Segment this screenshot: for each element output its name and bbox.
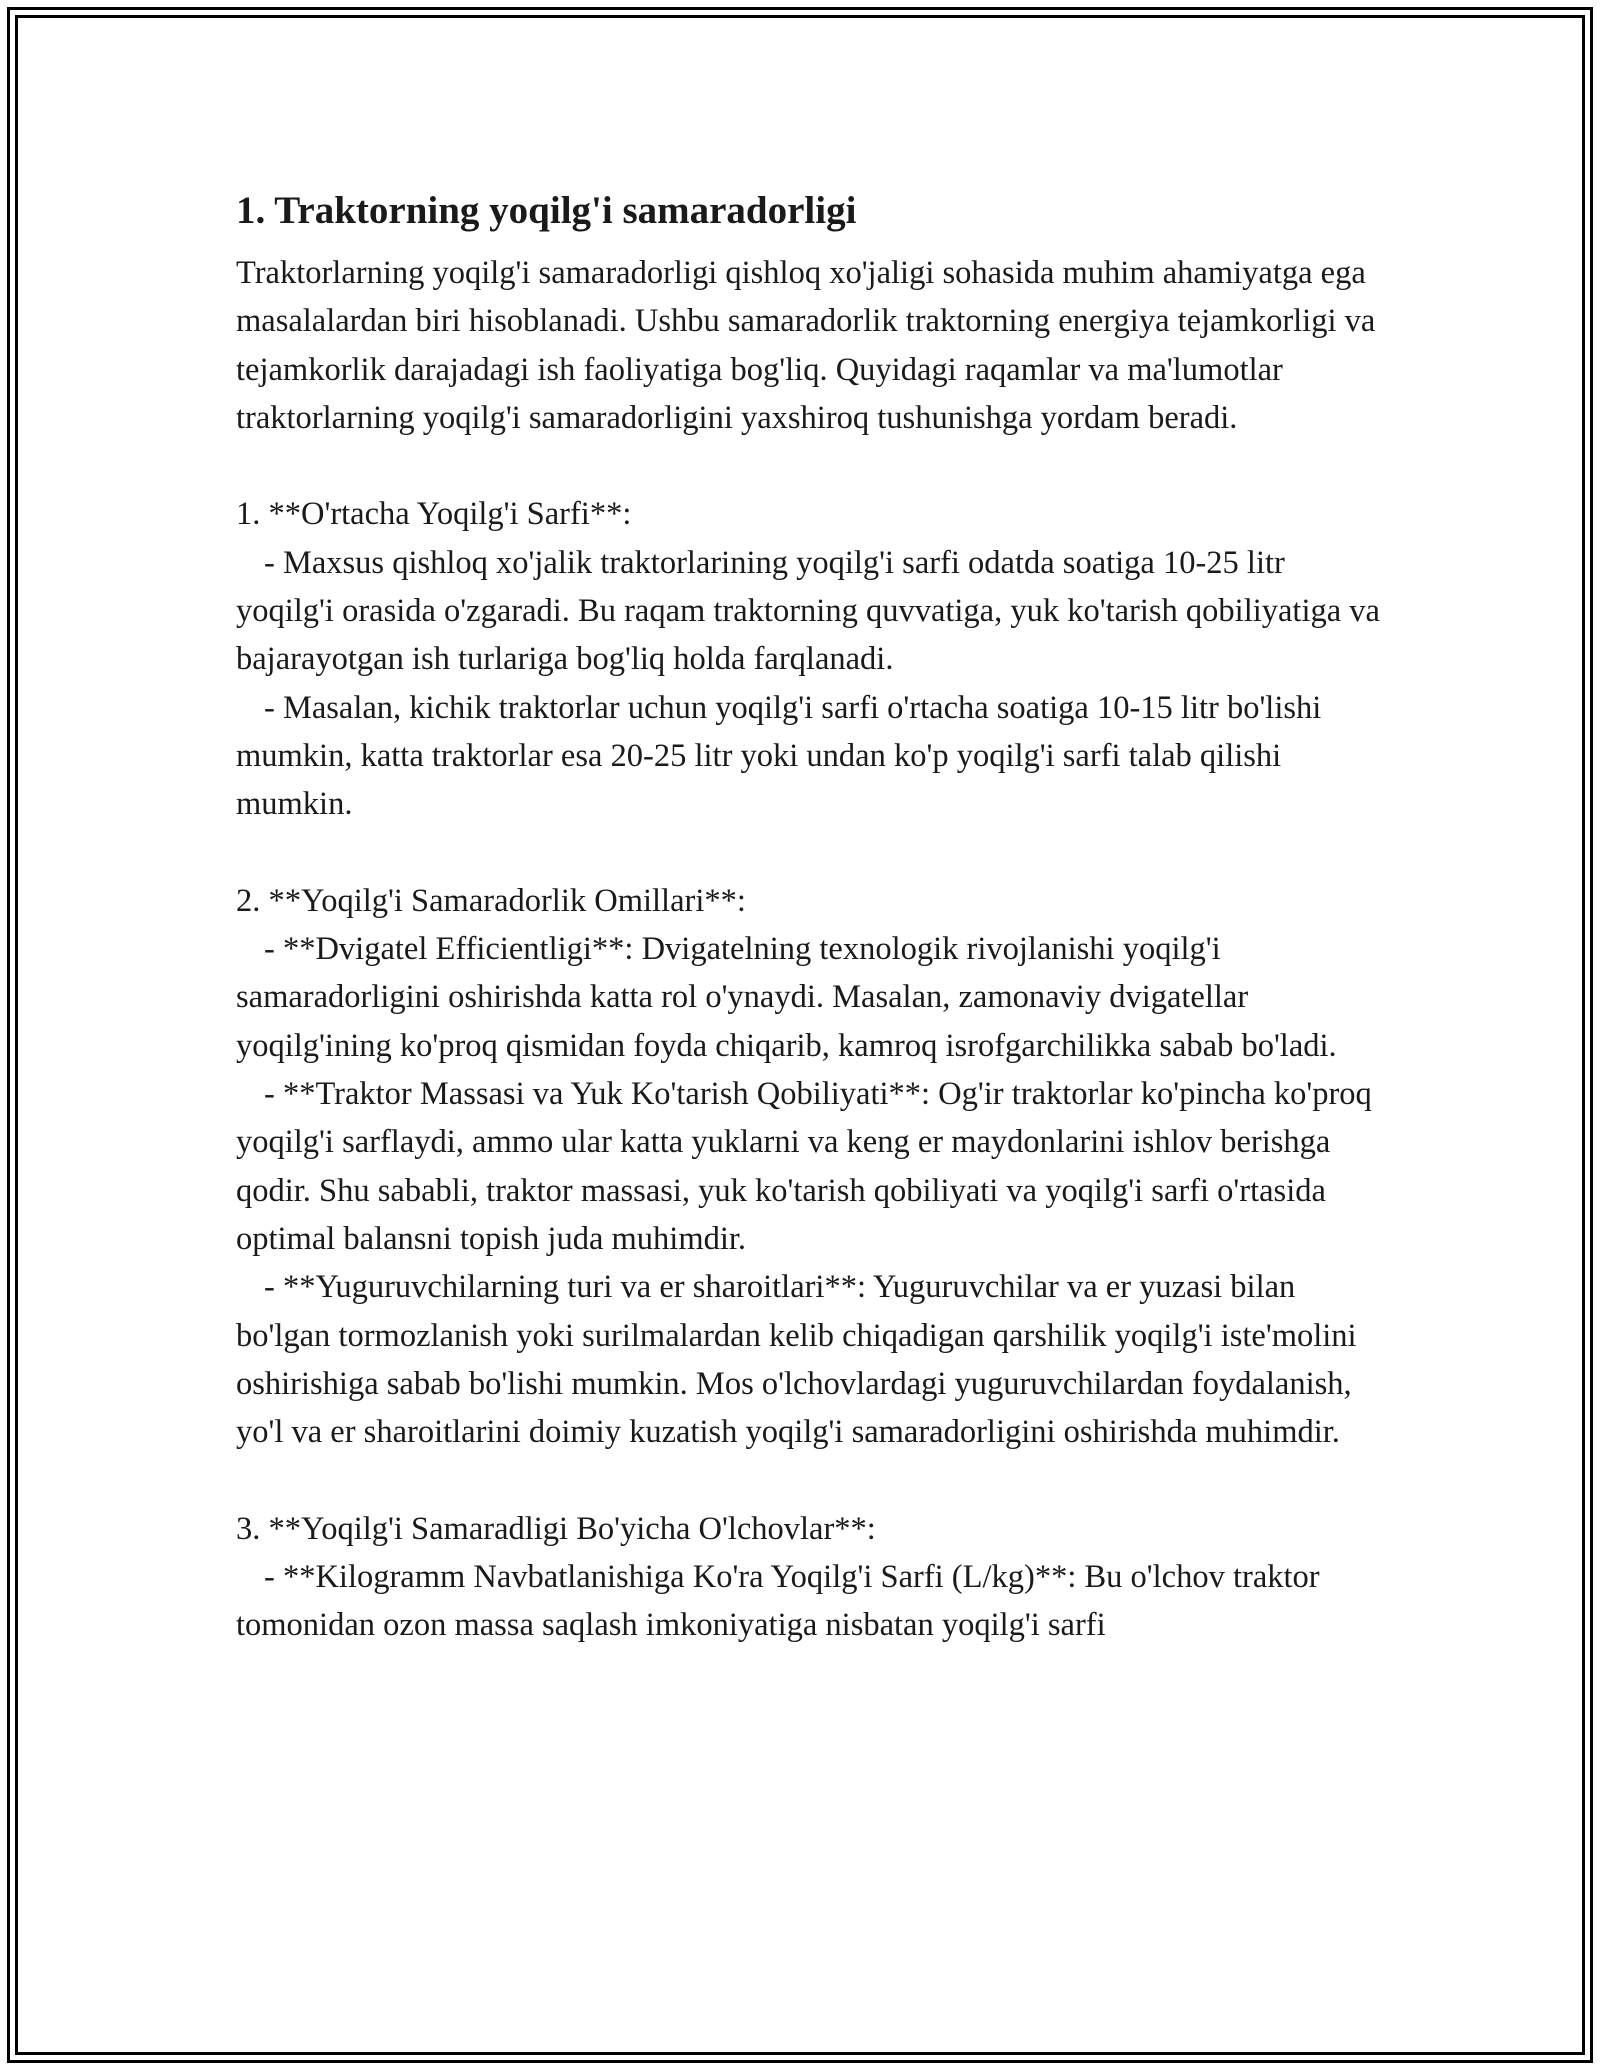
list-item-text: - Masalan, kichik traktorlar uchun yoqilg'i sarfi o'rtacha soatiga 10-15 litr bo'lishi mumkin, katta traktorlar esa 20-25 litr yoki undan ko'p yoqilg'i sarfi talab qilishi mumkin. [236,689,1322,823]
section-heading: 2. **Yoqilg'i Samaradorlik Omillari**: [236,882,746,919]
section-3 [236,1505,1386,1650]
list-item-text: - Maxsus qishloq xo'jalik traktorlarining yoqilg'i sarfi odatda soatiga 10-25 litr yoqilg'i orasida o'zgaradi. Bu raqam traktorning quvvatiga, yuk ko'tarish qobiliyatiga va bajarayotgan ish turlariga bog'liq holda farqlanadi. [236,544,1380,678]
list-item [236,925,1386,1070]
list-item-text: - **Yuguruvchilarning turi va er sharoitlari**: Yuguruvchilar va er yuzasi bilan bo'lgan tormozlanish yoki surilmalardan kelib chiqadigan qarshilik yoqilg'i iste'molini oshirishiga sabab bo'lishi mumkin. Mos o'lchovlardagi yuguruvchilardan foydalanish, yo'l va er sharoitlarini doimiy kuzatish yoqilg'i samaradorligini oshirishda muhimdir. [236,1269,1357,1451]
document-title: 1. Traktorning yoqilg'i samaradorligi [236,189,857,232]
list-item [236,684,1386,829]
list-item-text: - **Dvigatel Efficientligi**: Dvigatelning texnologik rivojlanishi yoqilg'i samaradorligini oshirishda katta rol o'ynaydi. Masalan, zamonaviy dvigatellar yoqilg'ining ko'proq qismidan foyda chiqarib, kamroq isrofgarchilikka sabab bo'ladi. [236,931,1337,1064]
list-item [236,1263,1386,1456]
section-2 [236,877,1386,1457]
section-heading: 1. **O'rtacha Yoqilg'i Sarfi**: [236,496,632,533]
section-heading: 3. **Yoqilg'i Samaradligi Bo'yicha O'lchovlar**: [236,1510,876,1547]
blank-line [236,442,1386,490]
list-item [236,539,1386,684]
intro-paragraph: Traktorlarning yoqilg'i samaradorligi qishloq xo'jaligi sohasida muhim ahamiyatga ega masalalardan biri hisoblanadi. Ushbu samaradorlik traktorning energiya tejamkorligi va tejamkorlik darajadagi ish faoliyatiga bog'liq. Quyidagi raqamlar va ma'lumotlar traktorlarning yoqilg'i samaradorligini yaxshiroq tushunishga yordam beradi. [236,255,1376,436]
blank-line [236,1456,1386,1504]
list-item [236,1553,1386,1650]
list-item-text: - **Kilogramm Navbatlanishiga Ko'ra Yoqilg'i Sarfi (L/kg)**: Bu o'lchov traktor tomonidan ozon massa saqlash imkoniyatiga nisbatan yoqilg'i sarfi [236,1559,1320,1644]
list-item-text: - **Traktor Massasi va Yuk Ko'tarish Qobiliyati**: Og'ir traktorlar ko'pincha ko'proq yoqilg'i sarflaydi, ammo ular katta yuklarni va keng er maydonlarini ishlov berishga qodir. Shu sababli, traktor massasi, yuk ko'tarish qobiliyati va yoqilg'i sarfi o'rtasida optimal balansni topish juda muhimdir. [236,1076,1372,1257]
document-content [236,183,1386,1650]
section-1 [236,490,1386,828]
blank-line [236,829,1386,877]
list-item [236,1070,1386,1263]
document-body [236,249,1386,1650]
